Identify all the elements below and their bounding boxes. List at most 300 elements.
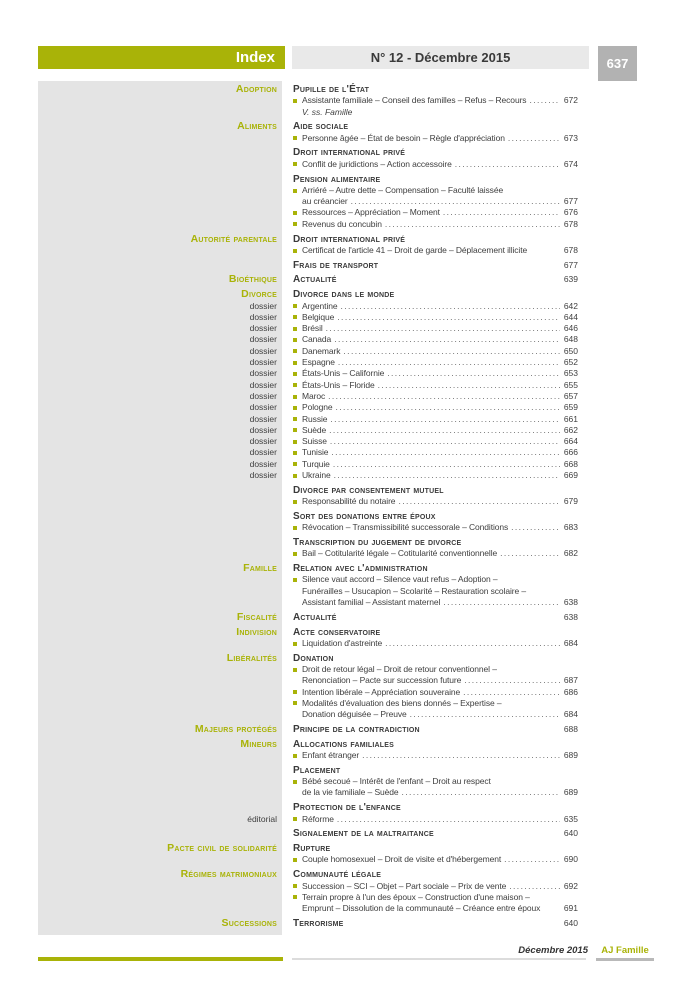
entry-text-continuation: Renonciation – Pacte sur succession future [302,675,462,686]
category-cell [38,687,282,698]
content-cell [282,207,578,218]
category-cell [38,638,282,649]
index-entry-row [38,496,578,507]
bullet-icon [293,162,297,166]
content-cell [282,121,578,132]
category-cell [38,346,282,357]
bullet-icon [293,754,297,758]
dotted-leader [362,750,560,761]
category-cell [38,436,282,447]
subcategory-label: dossier [249,447,277,458]
category-cell [38,787,282,798]
index-entry-row [38,750,578,761]
category-cell [38,380,282,391]
entry-page-number: 678 [563,244,578,255]
entry-text-continuation: de la vie familiale – Suède [302,787,399,798]
content-cell [282,414,578,425]
bullet-icon [293,338,297,342]
content-cell [282,586,578,597]
entry-text: Personne âgée – État de besoin – Règle d'appréciation [302,132,505,143]
entry-page-number: 684 [563,709,578,720]
entry-text: Belgique [302,311,335,322]
entry-page-number: 650 [563,345,578,356]
entry-text-continuation: au créancier [302,196,348,207]
index-entry-row [38,185,578,196]
bullet-icon [293,249,297,253]
category-label: Aliments [237,120,277,133]
entry-page-number: 648 [563,334,578,345]
category-cell [38,207,282,218]
entry-page-number: 682 [563,548,578,559]
entry-page-number: 686 [563,686,578,697]
entry-page-number: 677 [563,196,578,207]
bullet-icon [293,895,297,899]
content-cell [282,881,578,892]
category-cell [38,133,282,144]
bullet-icon [293,372,297,376]
dotted-leader [509,881,560,892]
index-section-row [38,612,578,623]
bullet-icon [293,211,297,215]
dotted-leader [504,854,560,865]
subcategory-label: dossier [249,311,277,322]
subcategory-label: dossier [249,323,277,334]
content-cell [282,346,578,357]
category-cell [38,653,282,664]
issue-bar [292,46,589,69]
section-title: Frais de transport [293,259,379,271]
index-entry-row [38,881,578,892]
index-entry-row [38,425,578,436]
index-entry-row [38,638,578,649]
index-section-row [38,234,578,245]
entry-page-number: 662 [563,424,578,435]
bullet-icon [293,690,297,694]
bullet-icon [293,451,297,455]
category-label: Libéralités [226,651,277,664]
entry-page-number: 674 [563,158,578,169]
dotted-leader [410,709,560,720]
category-cell [38,485,282,496]
page-number-badge [598,46,637,81]
content-cell [282,147,578,158]
index-section-row [38,802,578,813]
index-section-row [38,537,578,548]
category-cell [38,234,282,245]
entry-page-number: 673 [563,132,578,143]
category-cell [38,918,282,929]
section-title: Droit international privé [293,147,406,159]
section-title: Principe de la contradiction [293,723,420,735]
category-cell [38,447,282,458]
entry-page-number: 657 [563,390,578,401]
category-cell [38,496,282,507]
content-cell [282,485,578,496]
index-entry-row [38,436,578,447]
category-cell [38,750,282,761]
footer-date: Décembre 2015 [518,945,588,956]
content-cell [282,84,578,95]
dotted-leader [500,548,560,559]
section-title: Sort des donations entre époux [293,510,436,522]
content-cell [282,563,578,574]
dotted-leader [378,380,560,391]
category-label: Bioéthique [228,273,277,286]
category-cell [38,548,282,559]
cross-reference-note: V. ss. Famille [302,106,353,117]
entry-page-number: 692 [563,880,578,891]
index-entry-row [38,586,578,597]
index-section-row [38,765,578,776]
dotted-leader [326,323,560,334]
bullet-icon [293,304,297,308]
bullet-icon [293,417,297,421]
section-title: Droit international privé [293,233,406,245]
index-entry-row [38,357,578,368]
entry-text: Modalités d'évaluation des biens donnés – Expertise – [302,697,502,708]
index-section-row [38,653,578,664]
category-cell [38,765,282,776]
entry-text: Couple homosexuel – Droit de visite et d'hébergement [302,854,502,865]
index-entry-row [38,470,578,481]
entry-text: Révocation – Transmissibilité successorale – Conditions [302,522,509,533]
entry-text: Arriéré – Autre dette – Compensation – Faculté laissée [302,184,504,195]
content-cell [282,323,578,334]
dotted-leader [341,301,561,312]
dotted-leader [402,787,560,798]
dotted-leader [443,597,560,608]
entry-text: Intention libérale – Appréciation souveraine [302,686,461,697]
bullet-icon [293,327,297,331]
bullet-icon [293,642,297,646]
category-cell [38,323,282,334]
category-cell [38,174,282,185]
section-title: Communauté légale [293,869,382,881]
content-cell [282,675,578,686]
bullet-icon [293,462,297,466]
content-cell [282,892,578,903]
dotted-leader [336,402,561,413]
category-cell [38,402,282,413]
category-label: Successions [221,916,277,929]
category-cell [38,814,282,825]
entry-page-number: 646 [563,323,578,334]
dotted-leader [337,312,560,323]
category-cell [38,121,282,132]
content-cell [282,814,578,825]
entry-text: Brésil [302,323,323,334]
entry-page-number: 684 [563,637,578,648]
category-cell [38,289,282,300]
category-cell [38,301,282,312]
category-cell [38,664,282,675]
index-section-row [38,627,578,638]
category-cell [38,903,282,914]
content-cell [282,402,578,413]
index-section-row [38,828,578,839]
category-cell [38,425,282,436]
index-entry-row [38,380,578,391]
subcategory-label: dossier [249,300,277,311]
section-title: Actualité [293,611,337,623]
dotted-leader [330,414,560,425]
index-entry-row [38,548,578,559]
index-title: Index [235,49,275,66]
category-cell [38,185,282,196]
bullet-icon [293,361,297,365]
content-cell [282,638,578,649]
content-cell [282,436,578,447]
category-cell [38,107,282,118]
dotted-leader [464,675,560,686]
content-cell [282,185,578,196]
section-title: Rupture [293,843,331,855]
category-cell [38,312,282,323]
dotted-leader [351,196,560,207]
bullet-icon [293,780,297,784]
dotted-leader [443,207,560,218]
content-cell [282,597,578,608]
index-section-row [38,84,578,95]
content-cell [282,133,578,144]
dotted-leader [329,425,560,436]
subcategory-label: dossier [249,413,277,424]
index-entry-row [38,346,578,357]
page-number: 637 [606,56,629,71]
content-cell [282,219,578,230]
bullet-icon [293,406,297,410]
dotted-leader [333,459,560,470]
index-entry-row [38,709,578,720]
section-title: Pupille de l'État [293,84,370,95]
index-section-row [38,843,578,854]
index-section-row [38,274,578,285]
section-title: Aide sociale [293,121,349,133]
index-section-row [38,174,578,185]
category-cell [38,459,282,470]
index-entry-row [38,414,578,425]
category-cell [38,511,282,522]
index-section-row [38,563,578,574]
index-entry-row [38,814,578,825]
content-cell [282,750,578,761]
dotted-leader [334,470,560,481]
index-section-row [38,739,578,750]
index-entry-row [38,687,578,698]
content-cell [282,653,578,664]
content-cell [282,234,578,245]
entry-text: Pologne [302,402,333,413]
content-cell [282,274,578,285]
content-cell [282,537,578,548]
content-cell [282,357,578,368]
content-cell [282,511,578,522]
entry-page-number: 676 [563,207,578,218]
index-entry-row [38,459,578,470]
dotted-leader [334,334,560,345]
content-cell [282,776,578,787]
entry-page-number: 638 [563,596,578,607]
entry-page-number: 672 [563,95,578,106]
content-cell [282,312,578,323]
entry-page-number: 661 [563,413,578,424]
content-cell [282,174,578,185]
entry-text: Ukraine [302,470,331,480]
bullet-icon [293,817,297,821]
issue-label: N° 12 - Décembre 2015 [370,50,511,65]
section-title: Donation [293,652,334,664]
category-cell [38,739,282,750]
category-cell [38,675,282,686]
entry-page-number: 638 [563,611,578,622]
index-entry-row [38,207,578,218]
entry-text: Bébé secoué – Intérêt de l'enfant – Droit au respect [302,776,491,787]
content-cell [282,903,578,914]
content-cell [282,496,578,507]
entry-text: Silence vaut accord – Silence vaut refus – Adoption – [302,574,498,585]
index-entry-row [38,391,578,402]
subcategory-label: dossier [249,458,277,469]
category-cell [38,522,282,533]
entry-text: Turquie [302,458,330,469]
content-cell [282,574,578,585]
bullet-icon [293,668,297,672]
section-title: Protection de l'enfance [293,802,401,814]
entry-text: États-Unis – Californie [302,368,385,379]
index-entry-row [38,95,578,106]
entry-page-number: 689 [563,750,578,761]
bullet-icon [293,884,297,888]
entry-page-number: 668 [563,458,578,469]
category-cell [38,470,282,481]
section-title: Terrorisme [293,917,344,929]
category-cell [38,245,282,256]
dotted-leader [511,522,560,533]
category-cell [38,147,282,158]
index-entry-row [38,675,578,686]
category-cell [38,828,282,839]
dotted-leader [337,814,560,825]
bullet-icon [293,578,297,582]
section-title: Pension alimentaire [293,173,381,185]
entry-text: Succession – SCI – Objet – Part sociale – Prix de vente [302,880,507,891]
category-cell [38,357,282,368]
category-cell [38,843,282,854]
bullet-icon [293,428,297,432]
dotted-leader [387,368,560,379]
category-label: Régimes matrimoniaux [180,868,277,881]
subcategory-label: dossier [249,368,277,379]
category-cell [38,881,282,892]
index-section-row [38,485,578,496]
category-cell [38,586,282,597]
index-entry-row [38,776,578,787]
index-section-row [38,869,578,880]
section-title: Divorce par consentement mutuel [293,484,444,496]
journal-brand-underline [596,958,654,961]
content-cell [282,107,578,118]
dotted-leader [385,219,560,230]
index-entry-row [38,664,578,675]
index-section-row [38,724,578,735]
content-cell [282,301,578,312]
index-entry-row [38,903,578,914]
index-entry-row [38,323,578,334]
entry-text: Certificat de l'article 41 – Droit de garde – Déplacement illicite [302,244,528,255]
content-cell [282,828,578,839]
category-cell [38,724,282,735]
bullet-icon [293,526,297,530]
section-title: Signalement de la maltraitance [293,828,434,840]
dotted-leader [328,391,560,402]
index-entry-row [38,245,578,256]
index-section-row [38,918,578,929]
bullet-icon [293,440,297,444]
index-entry-row [38,301,578,312]
index-entry-row [38,219,578,230]
footer-accent-bar [38,957,283,961]
bullet-icon [293,383,297,387]
entry-text: Danemark [302,345,341,356]
category-cell [38,709,282,720]
category-cell [38,368,282,379]
category-cell [38,95,282,106]
entry-text: Terrain propre à l'un des époux – Construction d'une maison – [302,891,530,902]
entry-page-number: 689 [563,787,578,798]
entry-text: États-Unis – Floride [302,379,375,390]
entry-page-number: 664 [563,436,578,447]
category-cell [38,159,282,170]
category-label: Famille [243,562,277,575]
category-cell [38,802,282,813]
index-entry-row [38,522,578,533]
section-title: Allocations familiales [293,738,394,750]
content-cell [282,95,578,106]
entry-text: Suisse [302,436,327,447]
bullet-icon [293,99,297,103]
category-cell [38,334,282,345]
index-section-row [38,121,578,132]
bullet-icon [293,315,297,319]
entry-page-number: 666 [563,447,578,458]
entry-text: Ressources – Appréciation – Moment [302,207,440,218]
index-entry-row [38,107,578,118]
subcategory-label: dossier [249,357,277,368]
entry-page-number: 644 [563,311,578,322]
content-cell [282,739,578,750]
entry-text: Suède [302,424,327,435]
subcategory-label: dossier [249,334,277,345]
entry-text-continuation: Donation déguisée – Preuve [302,709,407,720]
content-cell [282,612,578,623]
subcategory-label: dossier [249,402,277,413]
content-cell [282,787,578,798]
index-entry-row [38,368,578,379]
section-title: Divorce dans le monde [293,289,395,301]
entry-text: Canada [302,334,332,345]
index-entry-row [38,854,578,865]
entry-text: Tunisie [302,447,329,458]
entry-page-number: 687 [563,675,578,686]
index-entry-row [38,597,578,608]
content-cell [282,765,578,776]
bullet-icon [293,500,297,504]
entry-text: Argentine [302,300,338,311]
index-section-row [38,511,578,522]
index-entry-row [38,334,578,345]
subcategory-label: dossier [249,345,277,356]
entry-page-number: 635 [563,813,578,824]
